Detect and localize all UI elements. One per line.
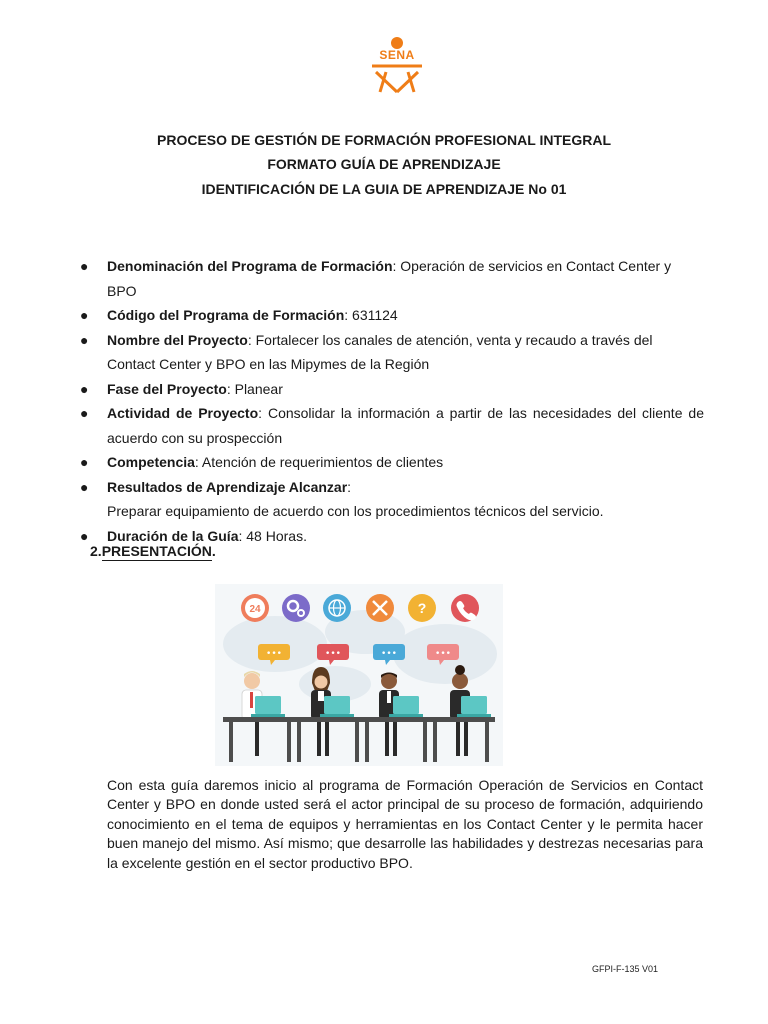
item-value: : xyxy=(347,478,352,495)
bullet-icon: ● xyxy=(80,405,89,421)
svg-text:•••: ••• xyxy=(381,649,397,659)
section-heading-presentacion xyxy=(90,543,216,559)
bullet-icon: ● xyxy=(80,380,89,397)
item-label: Duración de la Guía xyxy=(107,527,239,544)
item-label: Denominación del Programa de Formación xyxy=(107,258,393,274)
list-item-actividad xyxy=(80,401,704,450)
tools-icon xyxy=(366,594,394,622)
list-item-denominacion xyxy=(80,254,704,303)
title-process: PROCESO DE GESTIÓN DE FORMACIÓN PROFESIONAL INTEGRAL xyxy=(157,132,611,148)
list-item-codigo xyxy=(80,303,704,328)
item-value: : Atención de requerimientos de clientes xyxy=(194,454,444,470)
globe-icon xyxy=(323,594,351,622)
laptop-icon xyxy=(457,696,491,717)
svg-text:•••: ••• xyxy=(435,649,451,659)
svg-text:•••: ••• xyxy=(325,649,341,659)
title-format: FORMATO GUÍA DE APRENDIZAJE xyxy=(267,156,501,172)
guide-info-list xyxy=(80,254,704,548)
item-label: Competencia xyxy=(107,454,195,470)
title-identification: IDENTIFICACIÓN DE LA GUIA DE APRENDIZAJE No 01 xyxy=(201,181,567,197)
bullet-icon: ● xyxy=(80,307,89,323)
item-label: Nombre del Proyecto xyxy=(107,331,248,348)
list-item-resultados xyxy=(80,475,704,524)
item-value: : Fortalecer los canales de atención, venta y recaudo a través del Contact Center y BPO en las Mipymes de la Región xyxy=(107,331,653,372)
svg-text:?: ? xyxy=(417,600,427,616)
section-number: 2. xyxy=(90,543,102,559)
svg-text:•••: ••• xyxy=(266,649,282,659)
clock-24-label: 24 xyxy=(249,604,261,615)
bullet-icon: ● xyxy=(80,478,89,495)
item-label: Fase del Proyecto xyxy=(107,380,227,397)
document-code: GFPI-F-135 V01 xyxy=(592,964,659,974)
phone-icon xyxy=(451,594,479,622)
laptop-icon xyxy=(389,696,423,717)
list-item-nombre xyxy=(80,328,704,377)
presentation-paragraph: Con esta guía daremos inicio al programa de Formación Operación de Servicios en Contact Center y BPO en donde usted será el actor principal de su proceso de formación, adquiriendo conocimiento en el tema de equipos y herramientas en los Contact Center y le permita hacer buen manejo del mismo. Así mismo; que desarrolle las habilidades y destrezas necesarias para la excelente gestión en el sector productivo BPO. xyxy=(107,777,703,871)
sena-logo xyxy=(366,36,428,94)
clock-24-icon xyxy=(241,594,269,622)
item-label: Resultados de Aprendizaje Alcanzar xyxy=(107,478,348,495)
list-item-competencia xyxy=(80,450,704,475)
item-label: Actividad de Proyecto xyxy=(107,405,259,421)
contact-center-illustration xyxy=(215,584,503,766)
item-value: : 631124 xyxy=(344,307,398,323)
bullet-icon: ● xyxy=(80,454,89,470)
bullet-icon: ● xyxy=(80,331,89,348)
item-value: : Consolidar la información a partir de las necesidades del cliente de acuerdo con su prospección xyxy=(107,405,704,446)
item-detail: Preparar equipamiento de acuerdo con los procedimientos técnicos del servicio. xyxy=(107,503,604,519)
item-value: : Operación de servicios en Contact Center y BPO xyxy=(107,258,672,299)
laptop-icon xyxy=(320,696,354,717)
laptop-icon xyxy=(251,696,285,717)
section-title-text: PRESENTACIÓN xyxy=(101,543,212,559)
contact-center-image xyxy=(215,584,503,766)
list-item-fase xyxy=(80,377,704,402)
item-value: : 48 Horas. xyxy=(238,527,307,544)
sena-logo-text: SENA xyxy=(379,48,415,62)
section-title-trailing: . xyxy=(211,543,216,559)
bullet-icon: ● xyxy=(80,258,89,274)
sena-figure-icon xyxy=(366,36,428,94)
item-value: : Planear xyxy=(226,380,283,397)
bullet-icon: ● xyxy=(80,527,89,544)
gears-icon xyxy=(282,594,310,622)
question-icon xyxy=(408,594,436,622)
item-label: Código del Programa de Formación xyxy=(107,307,345,323)
